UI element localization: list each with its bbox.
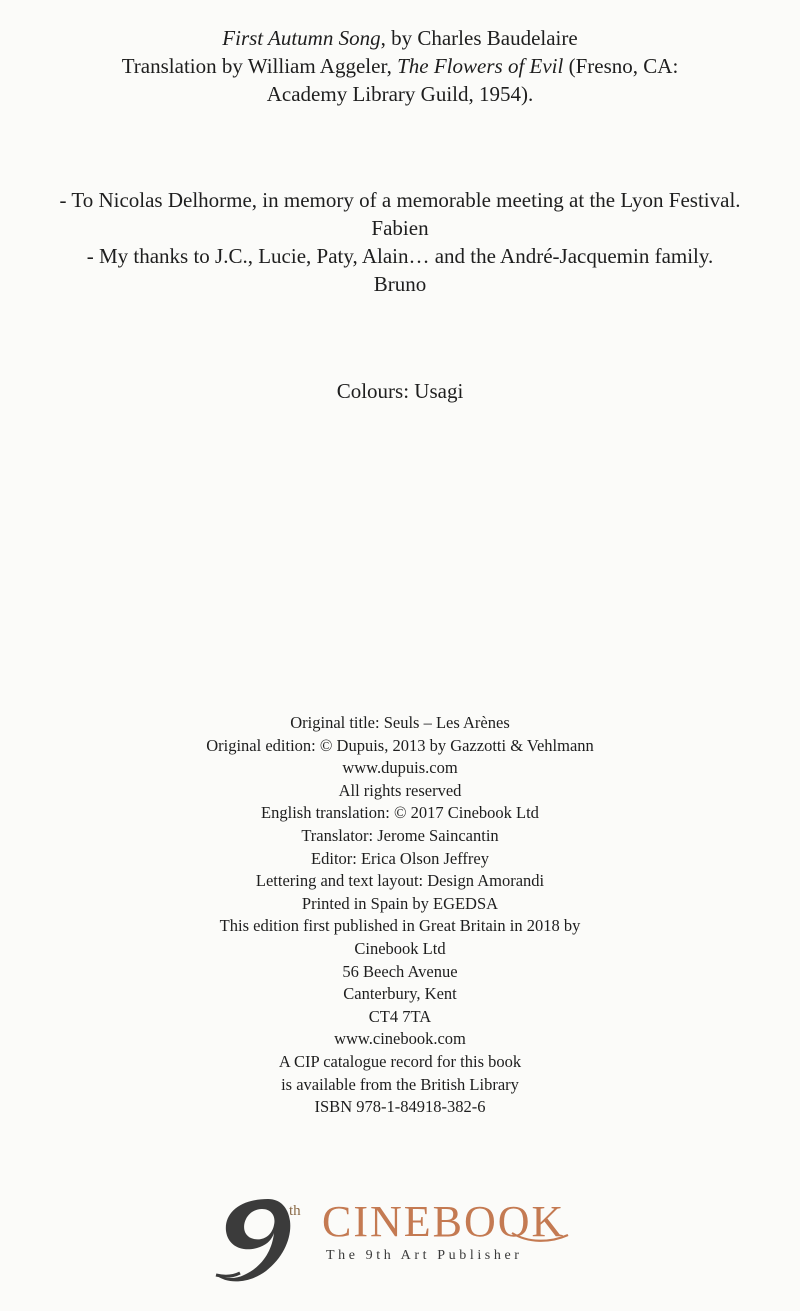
legal-line: is available from the British Library <box>281 1074 519 1094</box>
legal-line: Canterbury, Kent <box>343 984 457 1004</box>
legal-line: ISBN 978-1-84918-382-6 <box>314 1097 486 1117</box>
poem-credit <box>0 24 800 108</box>
legal-line: 56 Beech Avenue <box>342 961 458 981</box>
translation-suffix: (Fresno, CA: <box>563 54 679 78</box>
legal-line: www.cinebook.com <box>334 1029 466 1049</box>
poem-title: First Autumn Song <box>222 26 381 50</box>
dedications <box>0 186 800 298</box>
dedication-line: - My thanks to J.C., Lucie, Paty, Alain… and the André-Jacquemin family. <box>86 244 714 268</box>
logo-superscript: th <box>289 1203 301 1219</box>
legal-line: Lettering and text layout: Design Amorandi <box>255 871 545 891</box>
poem-credit-line-1 <box>0 24 800 52</box>
colours-line: Colours: Usagi <box>336 379 464 403</box>
logo-tagline: The 9th Art Publisher <box>326 1248 523 1263</box>
legal-line: A CIP catalogue record for this book <box>278 1051 522 1071</box>
poem-byline: , by Charles Baudelaire <box>380 26 578 50</box>
dedication-signature: Bruno <box>373 272 427 296</box>
legal-line: All rights reserved <box>338 780 462 800</box>
legal-line: English translation: © 2017 Cinebook Ltd <box>261 803 539 823</box>
nine-emblem-icon <box>210 1193 320 1283</box>
translation-prefix: Translation by William Aggeler, <box>121 54 398 78</box>
poem-credit-line-2 <box>0 52 800 80</box>
legal-line: CT4 7TA <box>368 1006 432 1026</box>
legal-line: Editor: Erica Olson Jeffrey <box>311 848 489 868</box>
legal-line: Printed in Spain by EGEDSA <box>301 893 499 913</box>
poem-credit-line-3: Academy Library Guild, 1954). <box>266 82 534 106</box>
book-title: The Flowers of Evil <box>397 54 564 78</box>
dedication-line: - To Nicolas Delhorme, in memory of a memorable meeting at the Lyon Festival. <box>59 188 741 212</box>
swoosh-icon <box>510 1229 570 1245</box>
cinebook-logo <box>210 1193 580 1283</box>
legal-notice <box>0 712 800 1119</box>
colours-credit <box>0 377 800 405</box>
legal-line: Translator: Jerome Saincantin <box>301 825 499 845</box>
logo-wordmark: CINEBOOK <box>322 1197 566 1246</box>
dedication-signature: Fabien <box>371 216 429 240</box>
legal-line: www.dupuis.com <box>342 758 458 778</box>
legal-line: Original edition: © Dupuis, 2013 by Gazzotti & Vehlmann <box>206 735 594 755</box>
legal-line: Cinebook Ltd <box>354 938 446 958</box>
legal-line: Original title: Seuls – Les Arènes <box>290 713 510 732</box>
legal-line: This edition first published in Great Britain in 2018 by <box>219 916 581 936</box>
